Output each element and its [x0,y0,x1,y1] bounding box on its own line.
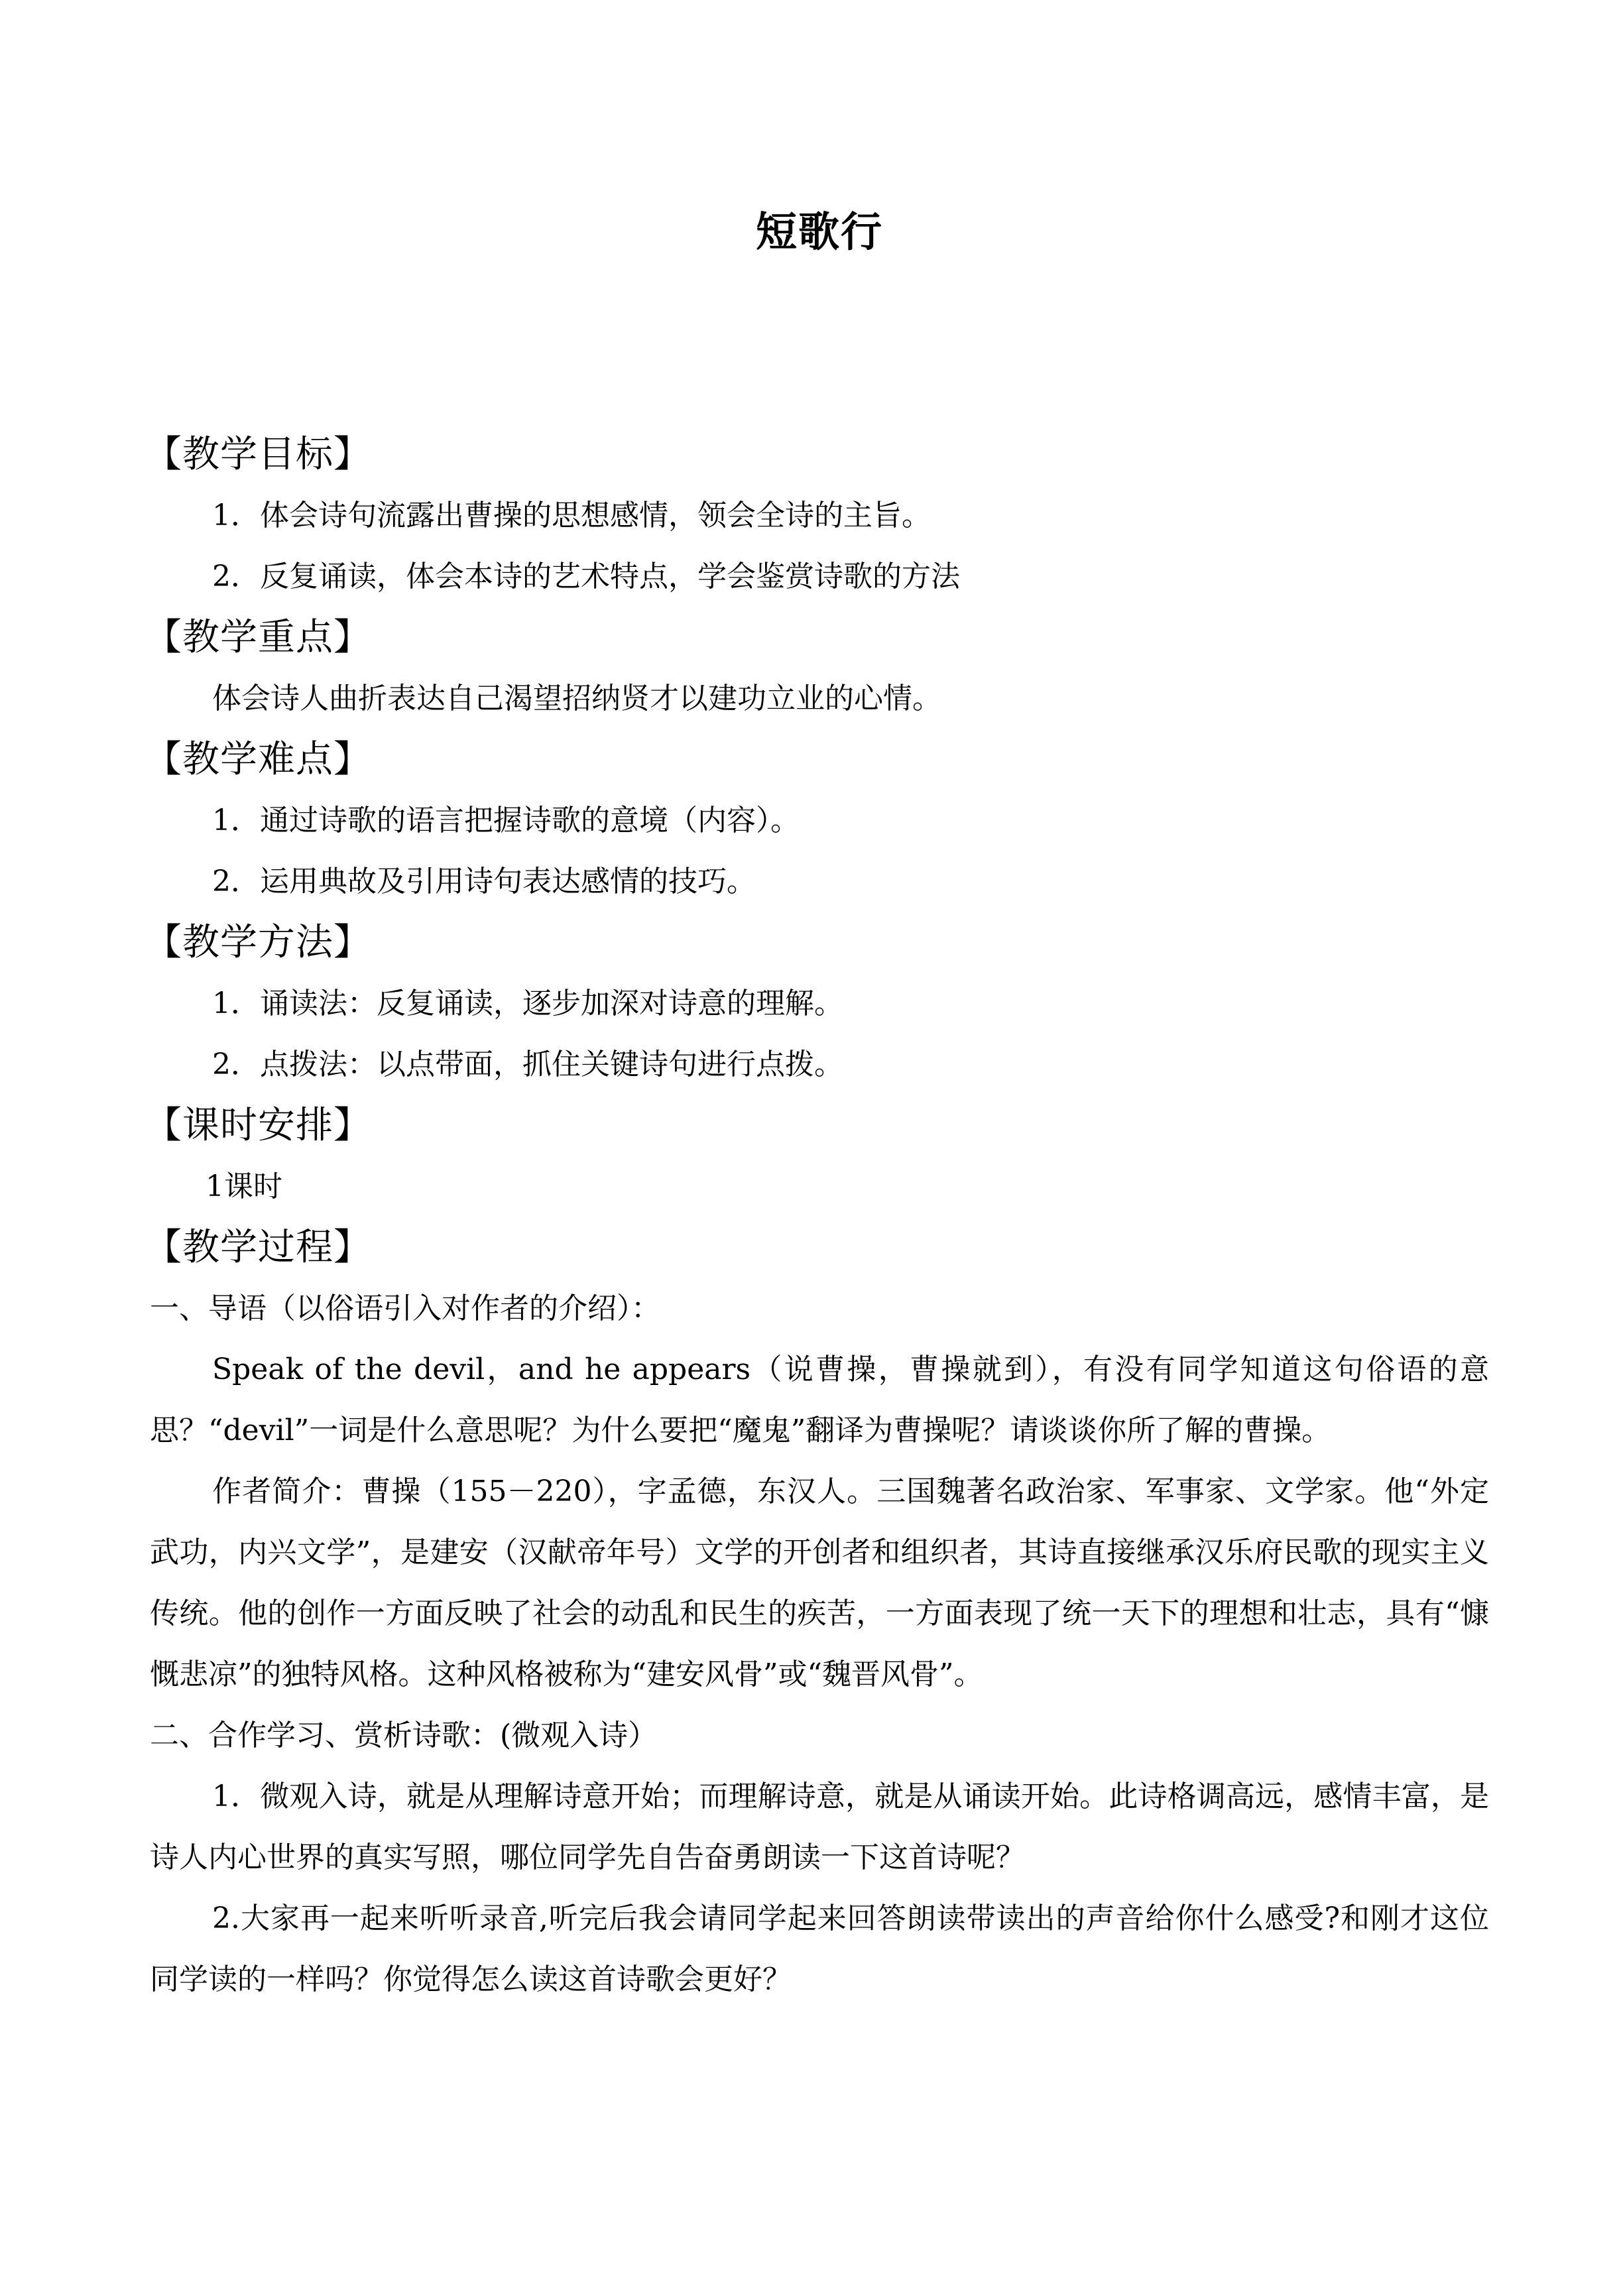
heading-methods: 【教学方法】 [145,921,371,964]
document-page [145,199,1489,2010]
process-part2-paragraph-1: 1．微观入诗，就是从理解诗意开始；而理解诗意，就是从诵读开始。此诗格调高远，感情丰富，是诗人内心世界的真实写照，哪位同学先自告奋勇朗读一下这首诗呢？ [150,1780,1489,1874]
objective-item-2: 2．反复诵读，体会本诗的艺术特点，学会鉴赏诗歌的方法 [212,560,960,593]
difficulty-item-2: 2．运用典故及引用诗句表达感情的技巧。 [212,865,756,898]
process-part1-paragraph-1: Speak of the devil，and he appears（说曹操，曹操就到），有没有同学知道这句俗语的意思？“devil”一词是什么意思呢？为什么要把“魔鬼”翻译为曹操呢？请谈谈你所了解的曹操。 [150,1353,1489,1447]
key-point-item-1: 体会诗人曲折表达自己渴望招纳贤才以建功立业的心情。 [212,682,941,715]
heading-objectives: 【教学目标】 [145,433,371,476]
process-part2-paragraph-2: 2.大家再一起来听听录音,听完后我会请同学起来回答朗读带读出的声音给你什么感受?和刚才这位同学读的一样吗？你觉得怎么读这首诗歌会更好？ [150,1902,1489,1996]
process-part2-title: 二、合作学习、赏析诗歌：(微观入诗） [150,1719,658,1752]
heading-schedule: 【课时安排】 [145,1104,371,1147]
method-item-1: 1．诵读法：反复诵读，逐步加深对诗意的理解。 [212,987,843,1020]
heading-process: 【教学过程】 [145,1226,371,1269]
method-item-2: 2．点拨法：以点带面，抓住关键诗句进行点拨。 [212,1048,843,1081]
process-part1-paragraph-2: 作者简介：曹操（155－220），字孟德，东汉人。三国魏著名政治家、军事家、文学家。他“外定武功，内兴文学”，是建安（汉献帝年号）文学的开创者和组织者，其诗直接继承汉乐府民歌的现实主义传统。他的创作一方面反映了社会的动乱和民生的疾苦，一方面表现了统一天下的理想和壮志，具有“慷慨悲凉”的独特风格。这种风格被称为“建安风骨”或“魏晋风骨”。 [150,1475,1489,1691]
difficulty-item-1: 1．通过诗歌的语言把握诗歌的意境（内容）。 [212,804,800,837]
heading-key-points: 【教学重点】 [145,616,371,659]
schedule-item-1: 1课时 [206,1170,282,1203]
process-part1-title: 一、导语（以俗语引入对作者的介绍）： [150,1292,660,1325]
heading-difficulties: 【教学难点】 [145,738,371,781]
objective-item-1: 1．体会诗句流露出曹操的思想感情，领会全诗的主旨。 [212,499,931,532]
document-title: 短歌行 [755,208,883,256]
